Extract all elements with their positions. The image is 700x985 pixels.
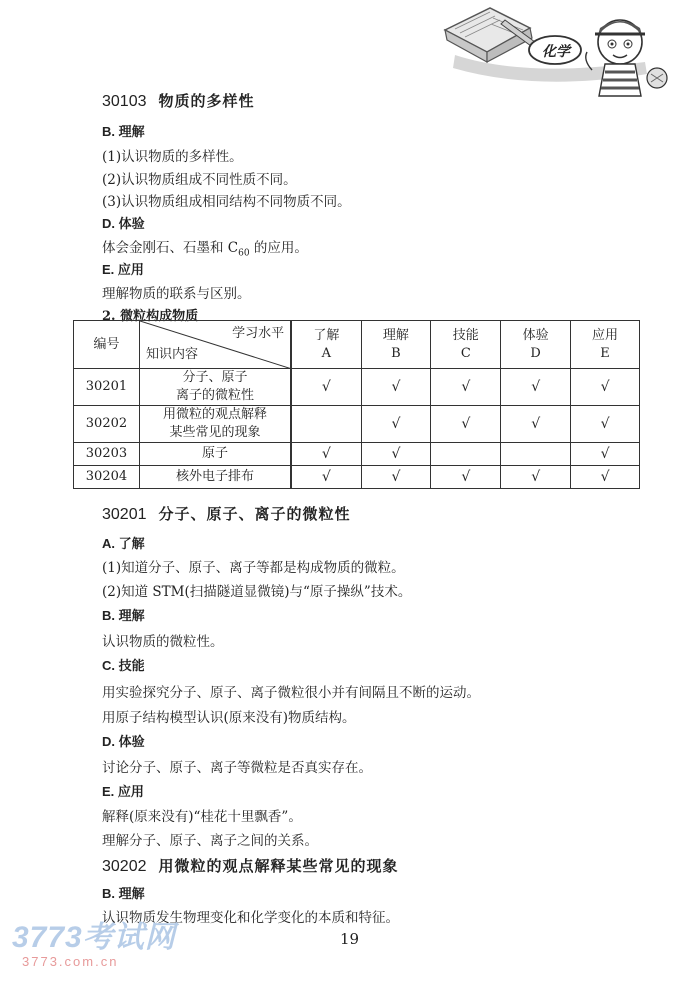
level-cell (501, 406, 571, 443)
table-row (74, 443, 640, 466)
text-line: (2)认识物质组成不同性质不同。 (102, 172, 297, 188)
content-line: 核外电子排布 (176, 469, 255, 484)
level-cell (291, 369, 361, 406)
text-line: 解释(原来没有)“桂花十里飘香”。 (102, 809, 302, 825)
heading-number: 30202 (102, 858, 147, 875)
level-cell (571, 466, 640, 489)
level-cell (501, 369, 571, 406)
heading-30201 (102, 503, 351, 524)
subject-badge: 化学 (542, 43, 570, 59)
check-mark: √ (391, 445, 401, 462)
level-label: B. 理解 (102, 886, 145, 901)
level-cell (361, 369, 431, 406)
row-id: 30202 (74, 406, 140, 443)
text-line: 讨论分子、原子、离子等微粒是否真实存在。 (102, 760, 372, 776)
level-header (291, 321, 361, 369)
level-cell (431, 443, 501, 466)
heading-number: 30103 (102, 93, 147, 110)
row-content (139, 406, 291, 443)
row-id: 30203 (74, 443, 140, 466)
level-cell (291, 406, 361, 443)
heading-30103 (102, 90, 255, 111)
level-cell (361, 406, 431, 443)
table-row (74, 406, 640, 443)
level-cell (571, 406, 640, 443)
level-label: E. 应用 (102, 784, 144, 799)
section-title: 2. 微粒构成物质 (102, 309, 199, 324)
level-cell (291, 443, 361, 466)
check-mark: √ (461, 415, 471, 432)
row-content (139, 466, 291, 489)
levels-table (73, 320, 640, 489)
col-number-header: 编号 (74, 321, 140, 369)
level-label: E. 应用 (102, 262, 144, 277)
level-label: D. 体验 (102, 216, 145, 231)
level-cell (291, 466, 361, 489)
level-header (431, 321, 501, 369)
level-cell (501, 443, 571, 466)
level-label: D. 体验 (102, 734, 145, 749)
check-mark: √ (391, 468, 401, 485)
level-header (501, 321, 571, 369)
content-line: 分子、原子 (182, 370, 248, 385)
text-part: 体会金刚石、石墨和 C (102, 240, 239, 256)
text-line: 认识物质的微粒性。 (102, 634, 224, 650)
level-header (361, 321, 431, 369)
text-line: 理解分子、原子、离子之间的关系。 (102, 833, 318, 849)
level-code: E (600, 345, 610, 361)
table-row (74, 466, 640, 489)
level-label: B. 理解 (102, 608, 145, 623)
watermark-url: 3773.com.cn (22, 954, 119, 969)
level-cell (571, 443, 640, 466)
heading-number: 30201 (102, 506, 147, 523)
check-mark: √ (461, 468, 471, 485)
text-line: 理解物质的联系与区别。 (102, 286, 251, 302)
text-part: 的应用。 (249, 240, 308, 256)
text-line: (2)知道 STM(扫描隧道显微镜)与“原子操纵”技术。 (102, 584, 412, 600)
text-line: 认识物质发生物理变化和化学变化的本质和特征。 (102, 910, 399, 926)
row-id: 30201 (74, 369, 140, 406)
row-content (139, 369, 291, 406)
check-mark: √ (531, 415, 541, 432)
level-label: A. 了解 (102, 536, 145, 551)
heading-title: 分子、原子、离子的微粒性 (158, 505, 351, 523)
watermark-logo (12, 922, 176, 969)
level-name: 体验 (522, 327, 549, 343)
diag-bottom-label: 知识内容 (145, 347, 198, 362)
text-line: (3)认识物质组成相同结构不同物质不同。 (102, 194, 351, 210)
subscript: 60 (238, 248, 250, 259)
heading-title: 物质的多样性 (158, 92, 255, 110)
level-label: B. 理解 (102, 124, 145, 139)
text-line: (1)认识物质的多样性。 (102, 149, 243, 165)
level-name: 应用 (592, 327, 619, 343)
check-mark: √ (461, 378, 471, 395)
check-mark: √ (600, 415, 610, 432)
level-cell (361, 443, 431, 466)
diagonal-header-cell (139, 321, 291, 369)
check-mark: √ (531, 468, 541, 485)
level-name: 了解 (313, 327, 340, 343)
level-header (571, 321, 640, 369)
level-cell (361, 466, 431, 489)
header-illustration (435, 0, 700, 100)
row-content (139, 443, 291, 466)
level-cell (431, 406, 501, 443)
content-line: 某些常见的现象 (169, 425, 261, 440)
check-mark: √ (321, 445, 331, 462)
text-line: 用实验探究分子、原子、离子微粒很小并有间隔且不断的运动。 (102, 685, 480, 701)
heading-30202 (102, 855, 399, 876)
check-mark: √ (600, 378, 610, 395)
text-line: (1)知道分子、原子、离子等都是构成物质的微粒。 (102, 560, 405, 576)
level-code: D (530, 345, 541, 361)
page-number: 19 (340, 930, 360, 948)
text-line: 用原子结构模型认识(原来没有)物质结构。 (102, 710, 356, 726)
check-mark: √ (321, 378, 331, 395)
level-name: 理解 (382, 327, 409, 343)
row-id: 30204 (74, 466, 140, 489)
level-code: C (460, 345, 471, 361)
text-line (102, 236, 308, 259)
level-cell (431, 369, 501, 406)
level-cell (571, 369, 640, 406)
level-label: C. 技能 (102, 658, 145, 673)
check-mark: √ (391, 378, 401, 395)
check-mark: √ (531, 378, 541, 395)
heading-title: 用微粒的观点解释某些常见的现象 (158, 857, 399, 875)
level-code: B (391, 345, 401, 361)
table-row (74, 369, 640, 406)
check-mark: √ (600, 468, 610, 485)
content-line: 原子 (202, 446, 229, 461)
check-mark: √ (391, 415, 401, 432)
check-mark: √ (321, 468, 331, 485)
watermark-logo-text: 3773考试网 (12, 921, 176, 954)
content-line: 用微粒的观点解释 (163, 407, 268, 422)
level-name: 技能 (452, 327, 479, 343)
content-line: 离子的微粒性 (176, 388, 255, 403)
level-cell (431, 466, 501, 489)
diag-top-label: 学习水平 (232, 326, 285, 341)
level-cell (501, 466, 571, 489)
level-code: A (321, 345, 332, 361)
table-header-row (74, 321, 640, 369)
check-mark: √ (600, 445, 610, 462)
